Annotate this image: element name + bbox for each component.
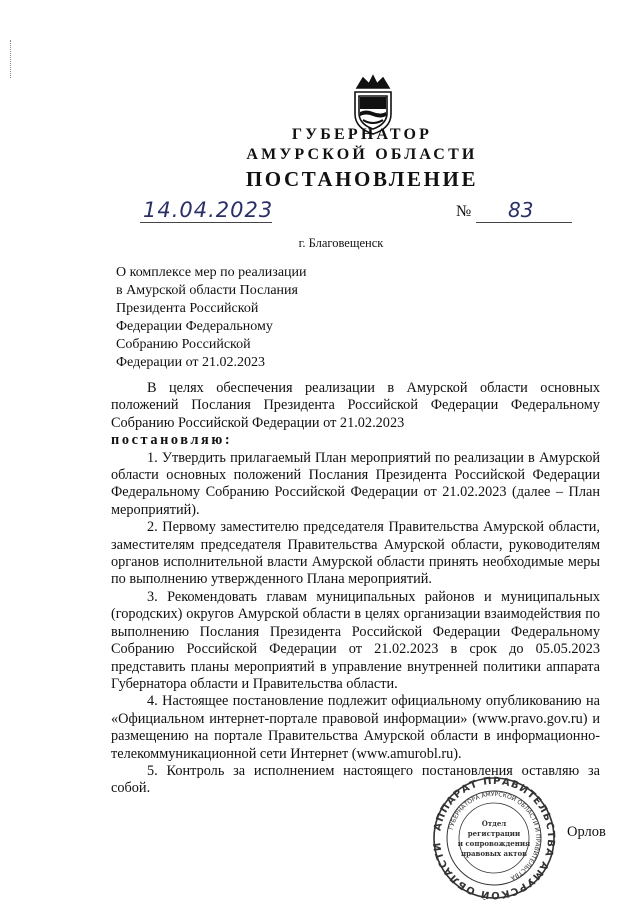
subject-line: Федерации Федеральному bbox=[116, 319, 273, 334]
preamble: В целях обеспечения реализации в Амурской области основных положений Послания Президента Российской Федерации Федеральному Собранию Российской Федерации от 21.02.2023 bbox=[111, 380, 600, 431]
document-body bbox=[111, 380, 600, 798]
subject-line: в Амурской области Послания bbox=[116, 283, 298, 298]
date-underline bbox=[140, 222, 272, 223]
resolve-word: постановляю: bbox=[111, 432, 233, 449]
seal-center-line: Отдел bbox=[481, 819, 507, 828]
subject-line: О комплексе мер по реализации bbox=[116, 265, 307, 280]
margin-mark bbox=[10, 40, 14, 78]
seal-center-line: правовых актов bbox=[460, 849, 528, 858]
signer-name: Орлов bbox=[567, 824, 606, 840]
subject-line: Собранию Российской bbox=[116, 337, 251, 352]
document-city: г. Благовещенск bbox=[298, 236, 384, 250]
seal-center-line: регистрации bbox=[467, 829, 521, 838]
subject-line: Федерации от 21.02.2023 bbox=[116, 355, 266, 370]
subject-line: Президента Российской bbox=[116, 301, 259, 316]
clause-4: 4. Настоящее постановление подлежит официальному опубликованию на «Официальном интернет-портале правовой информации» (www.pravo.gov.ru) и размещению на портале Правительства Амурской области в информационно-телекоммуникационной сети Интернет (www.amurobl.ru). bbox=[111, 693, 600, 762]
issuer-region: АМУРСКОЙ ОБЛАСТИ bbox=[246, 146, 478, 163]
clause-3: 3. Рекомендовать главам муниципальных районов и муниципальных (городских) округов Амурской области в целях организации взаимодействия по выполнению Послания Президента Российской Федерации Федеральному Собранию Российской Федерации от 21.02.2023 в срок до 05.05.2023 представить планы мероприятий в управление внутренней политики аппарата Губернатора области и Правительства области. bbox=[111, 588, 600, 692]
issuer-title: ГУБЕРНАТОР bbox=[291, 126, 433, 143]
clause-5: 5. Контроль за исполнением настоящего постановления оставляю за собой. bbox=[111, 762, 600, 797]
clause-1: 1. Утвердить прилагаемый План мероприятий по реализации в Амурской области основных положений Послания Президента Российской Федерации Федеральному Собранию Российской Федерации от 21.02.2023 (далее – План мероприятий). bbox=[111, 449, 600, 518]
document-date: 14.04.2023 bbox=[143, 198, 274, 222]
subject-block bbox=[116, 264, 307, 372]
number-label: № bbox=[456, 203, 472, 220]
clause-2: 2. Первому заместителю председателя Правительства Амурской области, заместителям председателя Правительства Амурской области, руководителям органов исполнительной власти Амурской области принять необходимые меры по выполнению утвержденного Плана мероприятий. bbox=[111, 519, 600, 588]
document-number: 83 bbox=[508, 198, 534, 222]
document-type: ПОСТАНОВЛЕНИЕ bbox=[245, 167, 479, 191]
seal-inner-text: ГУБЕРНАТОРА АМУРСКОЙ ОБЛАСТИ И ПРАВИТЕЛЬСТВА bbox=[447, 790, 542, 882]
official-seal bbox=[428, 776, 560, 900]
seal-outer-text: АППАРАТ ПРАВИТЕЛЬСТВА АМУРСКОЙ ОБЛАСТИ bbox=[431, 776, 557, 900]
seal-center-line: и сопровождения bbox=[457, 839, 531, 848]
number-underline bbox=[476, 222, 572, 223]
